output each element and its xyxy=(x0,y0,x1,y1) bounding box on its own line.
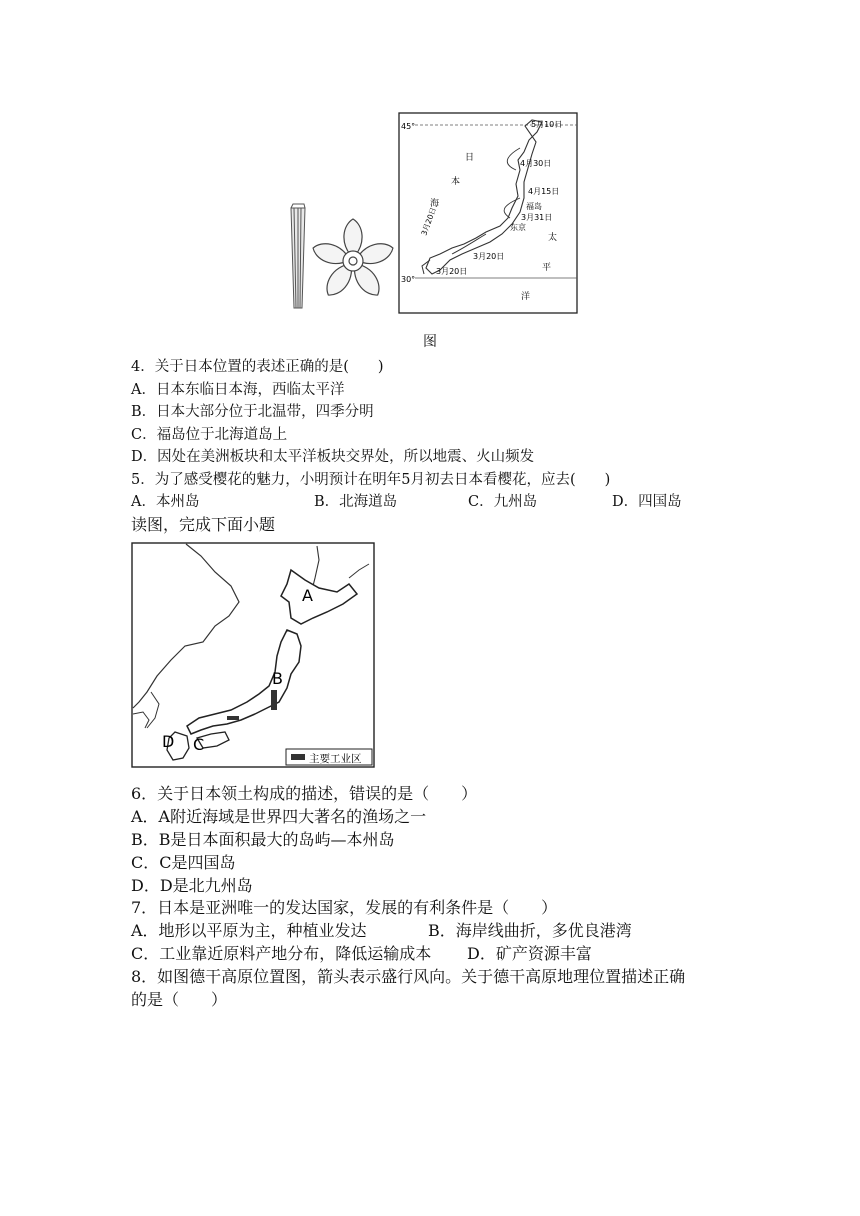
bloom-date-label: 3月20日 xyxy=(436,267,468,276)
lat-30-label: 30° xyxy=(401,275,416,284)
map-label-a: A xyxy=(302,586,313,605)
map-label-c: C xyxy=(193,735,205,754)
q7-option-a: A．地形以平原为主，种植业发达 xyxy=(131,921,367,940)
q4-option-b: B．日本大部分位于北温带，四季分明 xyxy=(131,404,374,420)
place-label-tokyo: 东京 xyxy=(510,223,526,232)
q5-option-c: C．九州岛 xyxy=(468,494,538,510)
map-label-d: D xyxy=(162,732,175,751)
ocean-char-3: 洋 xyxy=(521,292,531,302)
sea-char-2: 本 xyxy=(451,177,461,187)
q8-stem-line-2: 的是（ ） xyxy=(131,990,228,1009)
bloom-date-label: 3月20日 xyxy=(473,252,505,261)
sea-char-1: 日 xyxy=(465,153,475,163)
bloom-date-label: 3月20日 xyxy=(419,206,438,237)
figure-2 xyxy=(131,542,375,768)
bloom-date-label: 3月31日 xyxy=(521,213,553,222)
sea-char-3: 海 xyxy=(430,199,440,209)
q5-option-a: A．本州岛 xyxy=(131,494,200,510)
q7-option-b: B．海岸线曲折，多优良港湾 xyxy=(428,921,632,940)
q7-option-c: C．工业靠近原料产地分布，降低运输成本 xyxy=(131,944,432,963)
q6-option-b: B．B是日本面积最大的岛屿—本州岛 xyxy=(131,830,395,849)
q6-option-d: D．D是北九州岛 xyxy=(131,876,253,895)
map-label-b: B xyxy=(272,669,283,688)
figure-1-caption: 图 xyxy=(423,334,437,350)
figure-1 xyxy=(280,108,590,323)
industrial-zone-mark xyxy=(227,716,239,720)
q7-stem: 7．日本是亚洲唯一的发达国家，发展的有利条件是（ ） xyxy=(131,898,558,917)
figure-1-graphic xyxy=(280,108,590,323)
legend-label: 主要工业区 xyxy=(309,753,362,765)
q8-stem-line-1: 8．如图德干高原位置图，箭头表示盛行风向。关于德干高原地理位置描述正确 xyxy=(131,967,686,986)
lat-45-label: 45° xyxy=(401,122,416,131)
instruction-text: 读图，完成下面小题 xyxy=(131,515,276,534)
q4-stem: 4．关于日本位置的表述正确的是( ) xyxy=(131,359,384,375)
q4-option-a: A．日本东临日本海，西临太平洋 xyxy=(131,382,345,398)
q7-option-d: D．矿产资源丰富 xyxy=(467,944,592,963)
bloom-map xyxy=(399,113,577,313)
ocean-char-2: 平 xyxy=(542,263,552,273)
japan-map-graphic xyxy=(131,542,375,768)
q5-option-b: B．北海道岛 xyxy=(314,494,398,510)
q5-stem: 5．为了感受樱花的魅力，小明预计在明年5月初去日本看樱花，应去( ) xyxy=(131,472,611,488)
sakura-emblem-image xyxy=(310,219,395,300)
ocean-char-1: 太 xyxy=(548,233,558,243)
q6-stem: 6．关于日本领土构成的描述，错误的是（ ） xyxy=(131,784,478,803)
map-legend xyxy=(286,749,372,765)
q6-option-a: A．A附近海域是世界四大著名的渔场之一 xyxy=(131,807,427,826)
bloom-date-label: 5月10日 xyxy=(531,120,563,129)
industrial-zone-mark xyxy=(271,690,277,710)
bloom-date-label: 4月30日 xyxy=(520,159,552,168)
q5-option-d: D．四国岛 xyxy=(612,494,682,510)
bloom-date-label: 4月15日 xyxy=(528,187,560,196)
place-label-fukushima: 福岛 xyxy=(526,202,542,211)
q4-option-d: D．因处在美洲板块和太平洋板块交界处，所以地震、火山频发 xyxy=(131,449,535,465)
olympic-torch-image xyxy=(291,204,305,308)
q4-option-c: C．福岛位于北海道岛上 xyxy=(131,427,288,443)
q6-option-c: C．C是四国岛 xyxy=(131,853,236,872)
